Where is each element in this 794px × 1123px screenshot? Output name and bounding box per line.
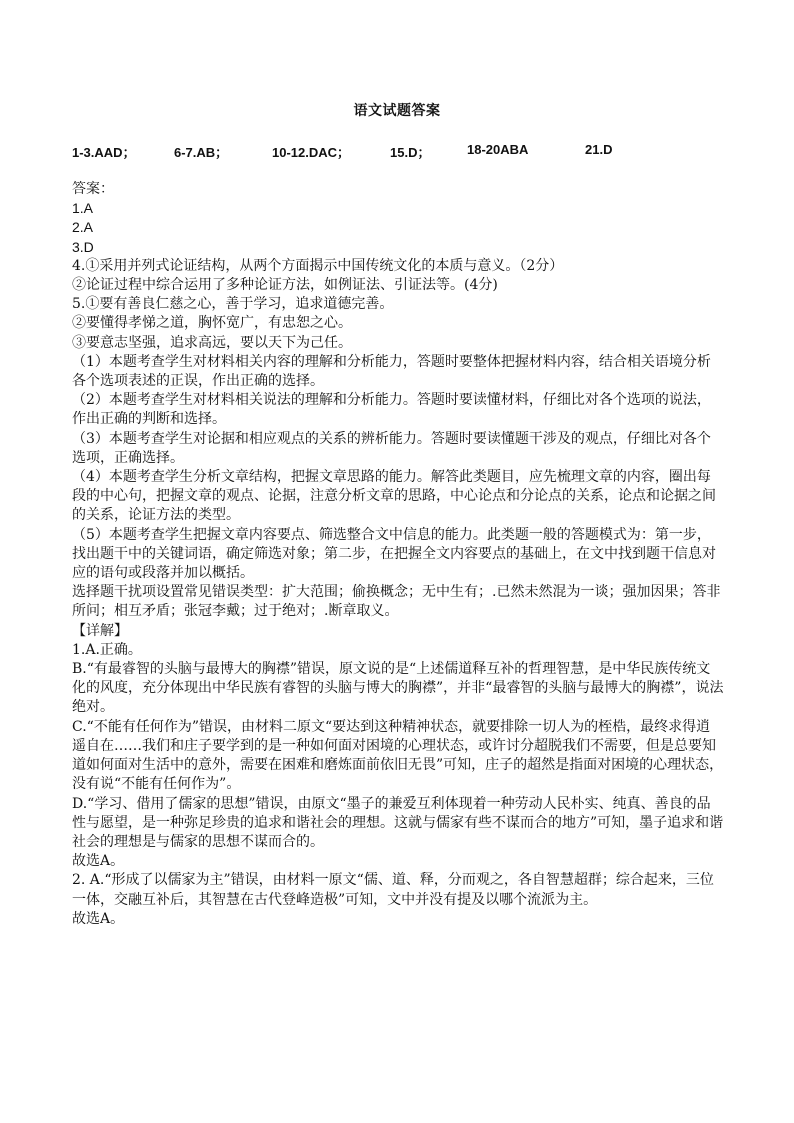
detail-paragraph: C.“不能有任何作为”错误，由材料二原文“要达到这种精神状态，就要排除一切人为的桎梏，最终求得逍遥自在……我们和庄子要学到的是一种如何面对困境的心理状态，或许讨分超脱我们不需要，但是总要知道如何面对生活中的意外，需要在困难和磨炼面前依旧无畏”可知，庄子的超然是指面对困境的心理状态，没有说“不能有任何作为”。	[72, 718, 724, 793]
answer-key-item: 6-7.AB；	[174, 145, 229, 160]
detail-paragraph: 2. A.“形成了以儒家为主”错误，由材料一原文“儒、道、释，分而观之，各自智慧超群；综合起来，三位一体，交融互补后，其智慧在古代登峰造极”可知，文中并没有提及以哪个流派为主。	[72, 872, 714, 908]
answer-line: ②要懂得孝悌之道，胸怀宽广，有忠恕之心。	[72, 315, 352, 332]
document-title: 语文试题答案	[353, 103, 441, 119]
answer-line: 3.D	[72, 238, 94, 255]
analysis-paragraph: （4）本题考查学生分析文章结构，把握文章思路的能力。解答此类题目，应先梳理文章的内容，圈出每段的中心句，把握文章的观点、论据，注意分析文章的思路，中心论点和分论点的关系，论点和论据之间的关系，论证方法的类型。	[72, 469, 716, 524]
answer-key-item: 10-12.DAC；	[272, 145, 351, 160]
answer-line: 1.A	[72, 200, 94, 217]
answer-key-item: 1-3.AAD；	[72, 145, 136, 160]
analysis-paragraph: 选择题干扰项设置常见错误类型：扩大范围；偷换概念；无中生有；.已然未然混为一谈；强加因果；答非所问；相互矛盾；张冠李戴；过于绝对；.断章取义。	[72, 584, 721, 620]
answer-line: 5.①要有善良仁慈之心，善于学习，追求道德完善。	[72, 296, 394, 313]
answer-line: ②论证过程中综合运用了多种论证方法，如例证法、引证法等。(4分)	[72, 277, 498, 294]
detail-paragraph: D.“学习、借用了儒家的思想”错误，由原文“墨子的兼爱互利体现着一种劳动人民朴实、纯真、善良的品性与愿望，是一种弥足珍贵的追求和谐社会的理想。这就与儒家有些不谋而合的地方”可知，墨子追求和谐社会的理想是与儒家的思想不谋而合的。	[72, 795, 724, 850]
details-heading: 【详解】	[72, 622, 128, 639]
detail-paragraph: 1.A.正确。	[72, 641, 142, 658]
answer-body	[72, 180, 724, 929]
detail-paragraph: 故选A。	[72, 853, 125, 870]
answer-key-item: 18-20ABA	[467, 142, 529, 157]
answer-line: ③要意志坚强，追求高远，要以天下为己任。	[72, 334, 352, 351]
analysis-paragraph: （5）本题考查学生把握文章内容要点、筛选整合文中信息的能力。此类题一般的答题模式为：第一步，找出题干中的关键词语，确定筛选对象；第二步，在把握全文内容要点的基础上，在文中找到题干信息对应的语句或段落并加以概括。	[72, 526, 716, 582]
answer-key-item: 15.D；	[390, 145, 431, 160]
answer-line: 4.①采用并列式论证结构，从两个方面揭示中国传统文化的本质与意义。（2分）	[72, 257, 564, 274]
detail-paragraph: 故选A。	[72, 910, 125, 927]
analysis-paragraph: （3）本题考查学生对论据和相应观点的关系的辨析能力。答题时要读懂题干涉及的观点，仔细比对各个选项，正确选择。	[72, 430, 711, 466]
answer-key-row	[72, 142, 732, 160]
answer-key-item: 21.D	[585, 142, 613, 157]
detail-paragraph: B.“有最睿智的头脑与最博大的胸襟”错误，原文说的是“上述儒道释互补的哲理智慧，是中华民族传统文化的风度，充分体现出中华民族有睿智的头脑与博大的胸襟”，并非“最睿智的头脑与最博大的胸襟”，说法绝对。	[72, 661, 724, 716]
analysis-paragraph: （1）本题考查学生对材料相关内容的理解和分析能力，答题时要整体把握材料内容，结合相关语境分析各个选项表述的正误，作出正确的选择。	[72, 353, 711, 390]
answers-heading: 答案：	[72, 181, 114, 197]
analysis-paragraph: （2）本题考查学生对材料相关说法的理解和分析能力。答题时要读懂材料，仔细比对各个选项的说法，作出正确的判断和选择。	[72, 392, 711, 428]
answer-line: 2.A	[72, 219, 94, 236]
